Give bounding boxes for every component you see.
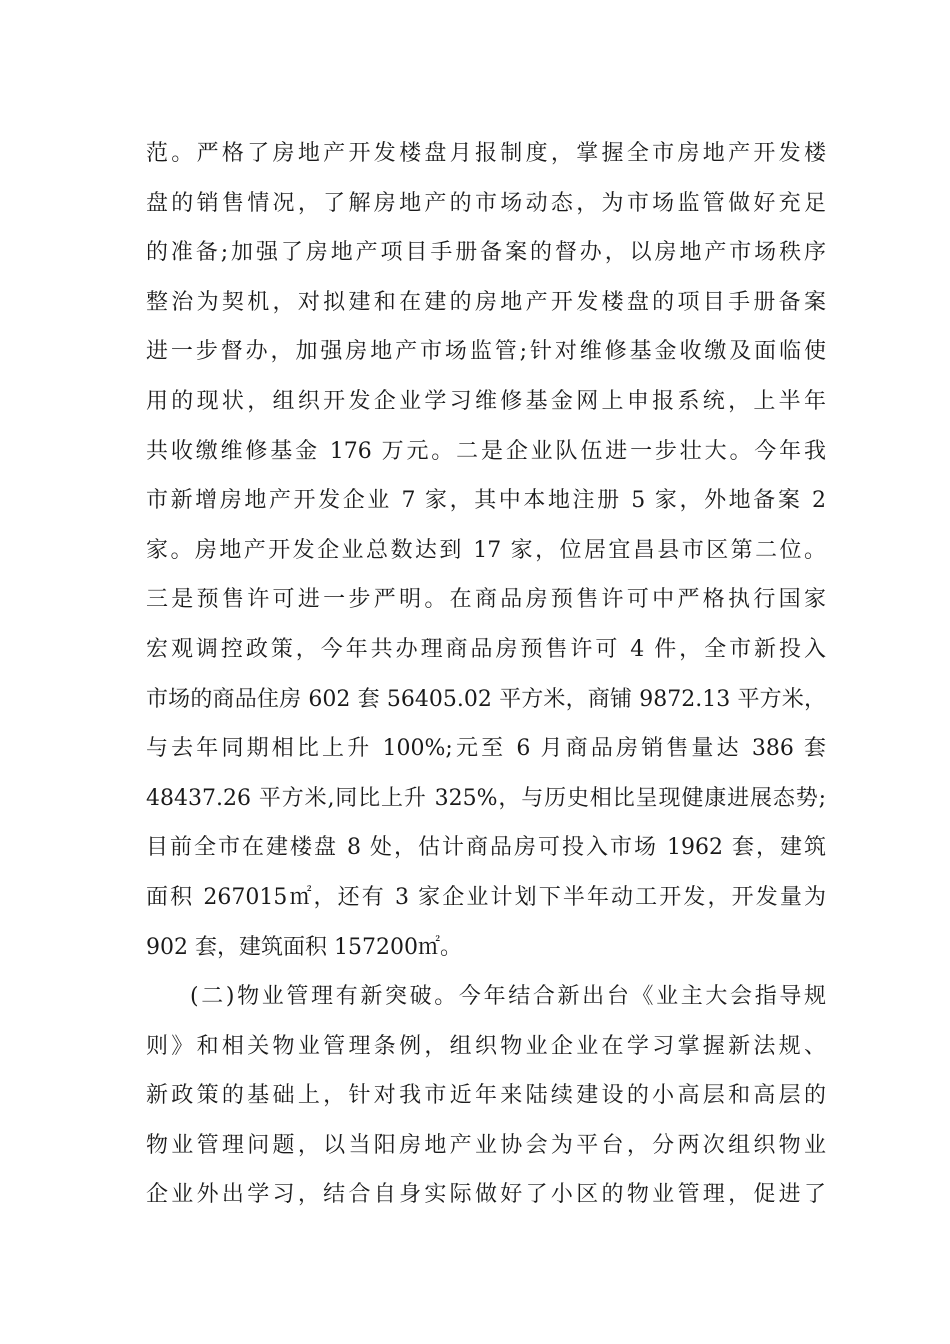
text-line: 进一步督办，加强房地产市场监管;针对维修基金收缴及面临使: [146, 339, 826, 365]
text-line: 物业管理问题，以当阳房地产业协会为平台，分两次组织物业: [146, 1132, 826, 1158]
text-line: 市场的商品住房 602 套 56405.02 平方米，商铺 9872.13 平方米，: [146, 686, 826, 712]
body-text: [146, 129, 826, 1220]
text-line: 目前全市在建楼盘 8 处，估计商品房可投入市场 1962 套，建筑: [146, 835, 826, 861]
paragraph-first-line: (二)物业管理有新突破。今年结合新出台《业主大会指导规: [190, 984, 826, 1010]
text-line: 共收缴维修基金 176 万元。二是企业队伍进一步壮大。今年我: [146, 438, 826, 464]
text-line: 的准备;加强了房地产项目手册备案的督办，以房地产市场秩序: [146, 240, 826, 266]
text-line: 三是预售许可进一步严明。在商品房预售许可中严格执行国家: [146, 587, 826, 613]
text-line: 整治为契机，对拟建和在建的房地产开发楼盘的项目手册备案: [146, 289, 826, 315]
text-line: 市新增房地产开发企业 7 家，其中本地注册 5 家，外地备案 2: [146, 488, 826, 514]
text-line: 48437.26 平方米,同比上升 325%，与历史相比呈现健康进展态势;: [146, 785, 826, 811]
text-line: 新政策的基础上，针对我市近年来陆续建设的小高层和高层的: [146, 1083, 826, 1109]
text-line: 与去年同期相比上升 100%;元至 6 月商品房销售量达 386 套: [146, 736, 826, 762]
text-line: 盘的销售情况，了解房地产的市场动态，为市场监管做好充足: [146, 190, 826, 216]
text-line: 902 套，建筑面积 157200㎡。: [146, 934, 462, 960]
text-line: 企业外出学习，结合自身实际做好了小区的物业管理，促进了: [146, 1182, 826, 1208]
text-line: 用的现状，组织开发企业学习维修基金网上申报系统，上半年: [146, 388, 826, 414]
text-line: 面积 267015㎡，还有 3 家企业计划下半年动工开发，开发量为: [146, 884, 826, 910]
text-line: 家。房地产开发企业总数达到 17 家，位居宜昌县市区第二位。: [146, 537, 826, 563]
text-line: 范。严格了房地产开发楼盘月报制度，掌握全市房地产开发楼: [146, 141, 826, 166]
text-line: 宏观调控政策，今年共办理商品房预售许可 4 件，全市新投入: [146, 636, 826, 662]
text-line: 则》和相关物业管理条例，组织物业企业在学习掌握新法规、: [146, 1033, 826, 1059]
